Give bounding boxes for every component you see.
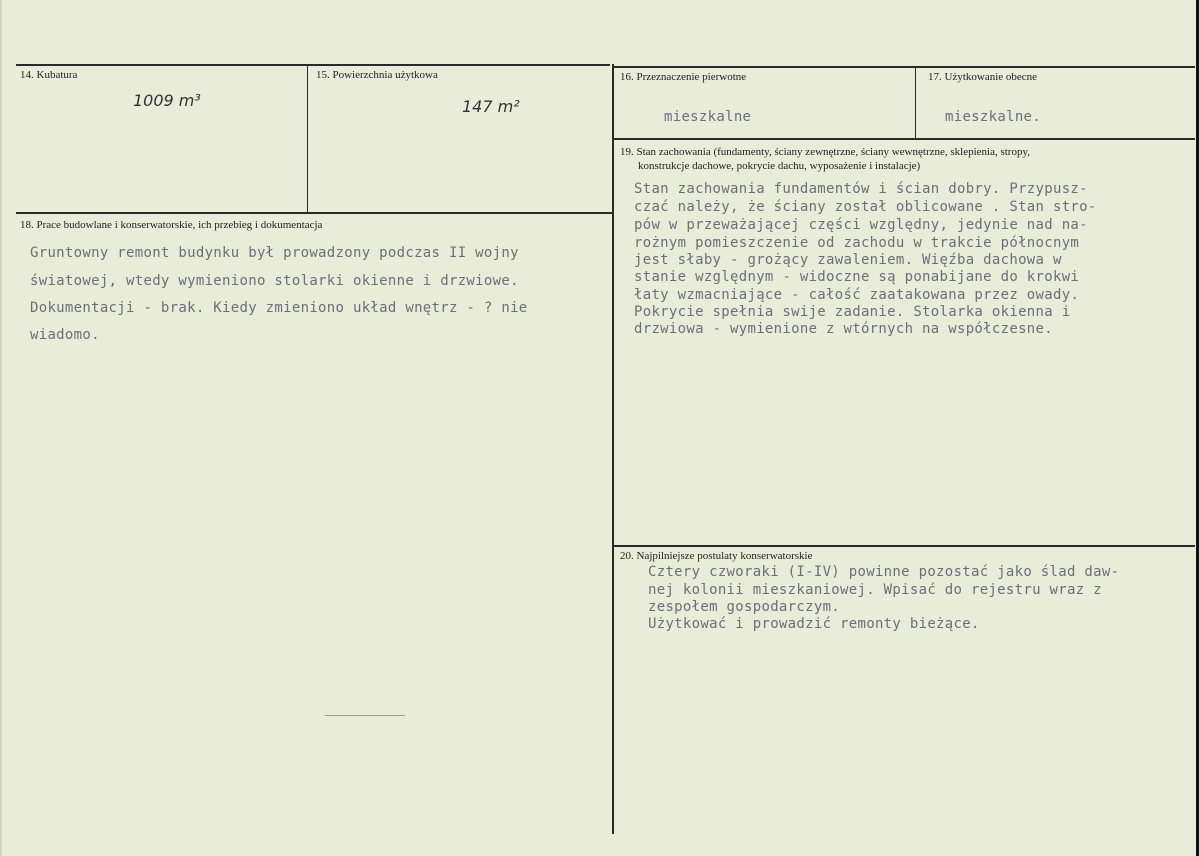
field-14-value: 1009 m³ [133,91,201,110]
field-18-line: wiadomo. [30,327,100,343]
faint-dash [325,715,405,716]
field-19-line: stanie względnym - widoczne są ponabijane do krokwi [634,269,1080,285]
field-18-line: światowej, wtedy wymieniono stolarki okienne i drzwiowe. [30,273,519,289]
field-20-line: zespołem gospodarczym. [648,599,841,615]
left-edge [0,0,2,856]
field-15-label: 15. Powierzchnia użytkowa [316,69,438,81]
field-19-line: rożnym pomieszczenie od zachodu w trakcie północnym [634,235,1080,251]
field-19-line: Stan zachowania fundamentów i ścian dobry. Przypusz- [634,181,1088,197]
field-20-line: Cztery czworaki (I-IV) powinne pozostać jako ślad daw- [648,564,1120,580]
field-15-value: 147 m² [462,97,520,116]
field-19-line: drzwiowa - wymienione z wtórnych na współczesne. [634,321,1053,337]
top-rule-right [614,66,1195,68]
divider-14-15 [307,64,308,212]
field-20-line: nej kolonii mieszkaniowej. Wpisać do rejestru wraz z [648,582,1102,598]
field-14-label: 14. Kubatura [20,69,78,81]
field-20-line: Użytkować i prowadzić remonty bieżące. [648,616,980,632]
field-16-value: mieszkalne [664,109,752,125]
top-rule-left [16,64,610,66]
rule-above-20 [614,545,1195,547]
field-17-value: mieszkalne. [945,109,1042,125]
field-20-label: 20. Najpilniejsze postulaty konserwatorskie [620,550,813,562]
field-16-label: 16. Przeznaczenie pierwotne [620,71,747,83]
divider-16-17 [915,66,916,138]
field-19-line: czać należy, że ściany został oblicowane . Stan stro- [634,199,1097,215]
center-divider [612,64,614,834]
field-19-line: jest słaby - grożący zawaleniem. Więźba dachowa w [634,252,1062,268]
field-18-line: Dokumentacji - brak. Kiedy zmieniono układ wnętrz - ? nie [30,300,528,316]
rule-under-14-15 [16,212,612,214]
field-19-line: pów w przeważającej części względny, jedynie nad na- [634,217,1088,233]
field-18-line: Gruntowny remont budynku był prowadzony podczas II wojny [30,245,519,261]
field-19-label-cont: konstrukcje dachowe, pokrycie dachu, wyposażenie i instalacje) [638,160,921,172]
field-19-label: 19. Stan zachowania (fundamenty, ściany zewnętrzne, ściany wewnętrzne, sklepienia, stropy, [620,146,1031,158]
rule-under-16-17 [614,138,1195,140]
field-19-line: Pokrycie spełnia swije zadanie. Stolarka okienna i [634,304,1071,320]
field-18-label: 18. Prace budowlane i konserwatorskie, ich przebieg i dokumentacja [20,219,323,231]
field-17-label: 17. Użytkowanie obecne [928,71,1038,83]
field-19-line: łaty wzmacniające - całość zaatakowana przez owady. [634,287,1080,303]
